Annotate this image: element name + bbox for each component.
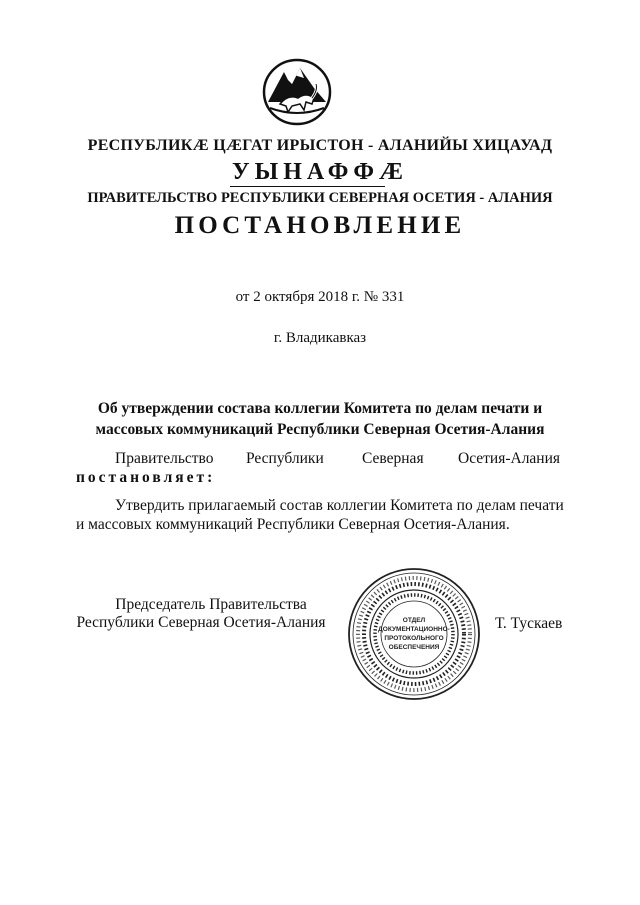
seal-text-line: ОТДЕЛ [402, 617, 426, 624]
subject-line: массовых коммуникаций Республики Северная Осетия-Алания [95, 421, 545, 438]
seal-text-line: ОБЕСПЕЧЕНИЯ [388, 644, 440, 651]
subject-line: Об утверждении состава коллегии Комитета по делам печати и [97, 400, 543, 417]
paragraph-line: Утвердить прилагаемый состав коллегии Комитета по делам печати [115, 497, 564, 514]
header-russian: ПРАВИТЕЛЬСТВО РЕСПУБЛИКИ СЕВЕРНАЯ ОСЕТИЯ - АЛАНИЯ [87, 190, 553, 206]
preamble-word: Республики [246, 450, 324, 467]
signer-name: Т. Тускаев [495, 615, 563, 632]
official-seal-icon [346, 566, 482, 702]
decree-subject [0, 398, 640, 440]
signature-title: Председатель Правительства [115, 596, 307, 613]
decree-date-number: от 2 октября 2018 г. № 331 [235, 289, 405, 305]
decree-title-russian: ПОСТАНОВЛЕНИЕ [174, 212, 466, 239]
preamble-resolves: постановляет: [76, 469, 216, 486]
preamble-word: Осетия-Алания [458, 450, 561, 467]
seal-text-line: ПРОТОКОЛЬНОГО [384, 635, 444, 642]
coat-of-arms-emblem-icon [262, 58, 332, 126]
signature-title: Республики Северная Осетия-Алания [76, 614, 326, 631]
header-ossetian: РЕСПУБЛИКÆ ЦÆГАТ ИРЫСТОН - АЛАНИЙЫ ХИЦАУАД [87, 137, 553, 154]
preamble-word: Правительство [115, 450, 214, 467]
decree-city: г. Владикавказ [273, 330, 367, 346]
decree-title-ossetian: УЫНАФФÆ [232, 159, 408, 185]
preamble-word: Северная [362, 450, 424, 467]
paragraph-line: и массовых коммуникаций Республики Северная Осетия-Алания. [76, 516, 510, 533]
seal-text-line: ДОКУМЕНТАЦИОННО- [378, 626, 450, 633]
title-underline [230, 186, 385, 187]
